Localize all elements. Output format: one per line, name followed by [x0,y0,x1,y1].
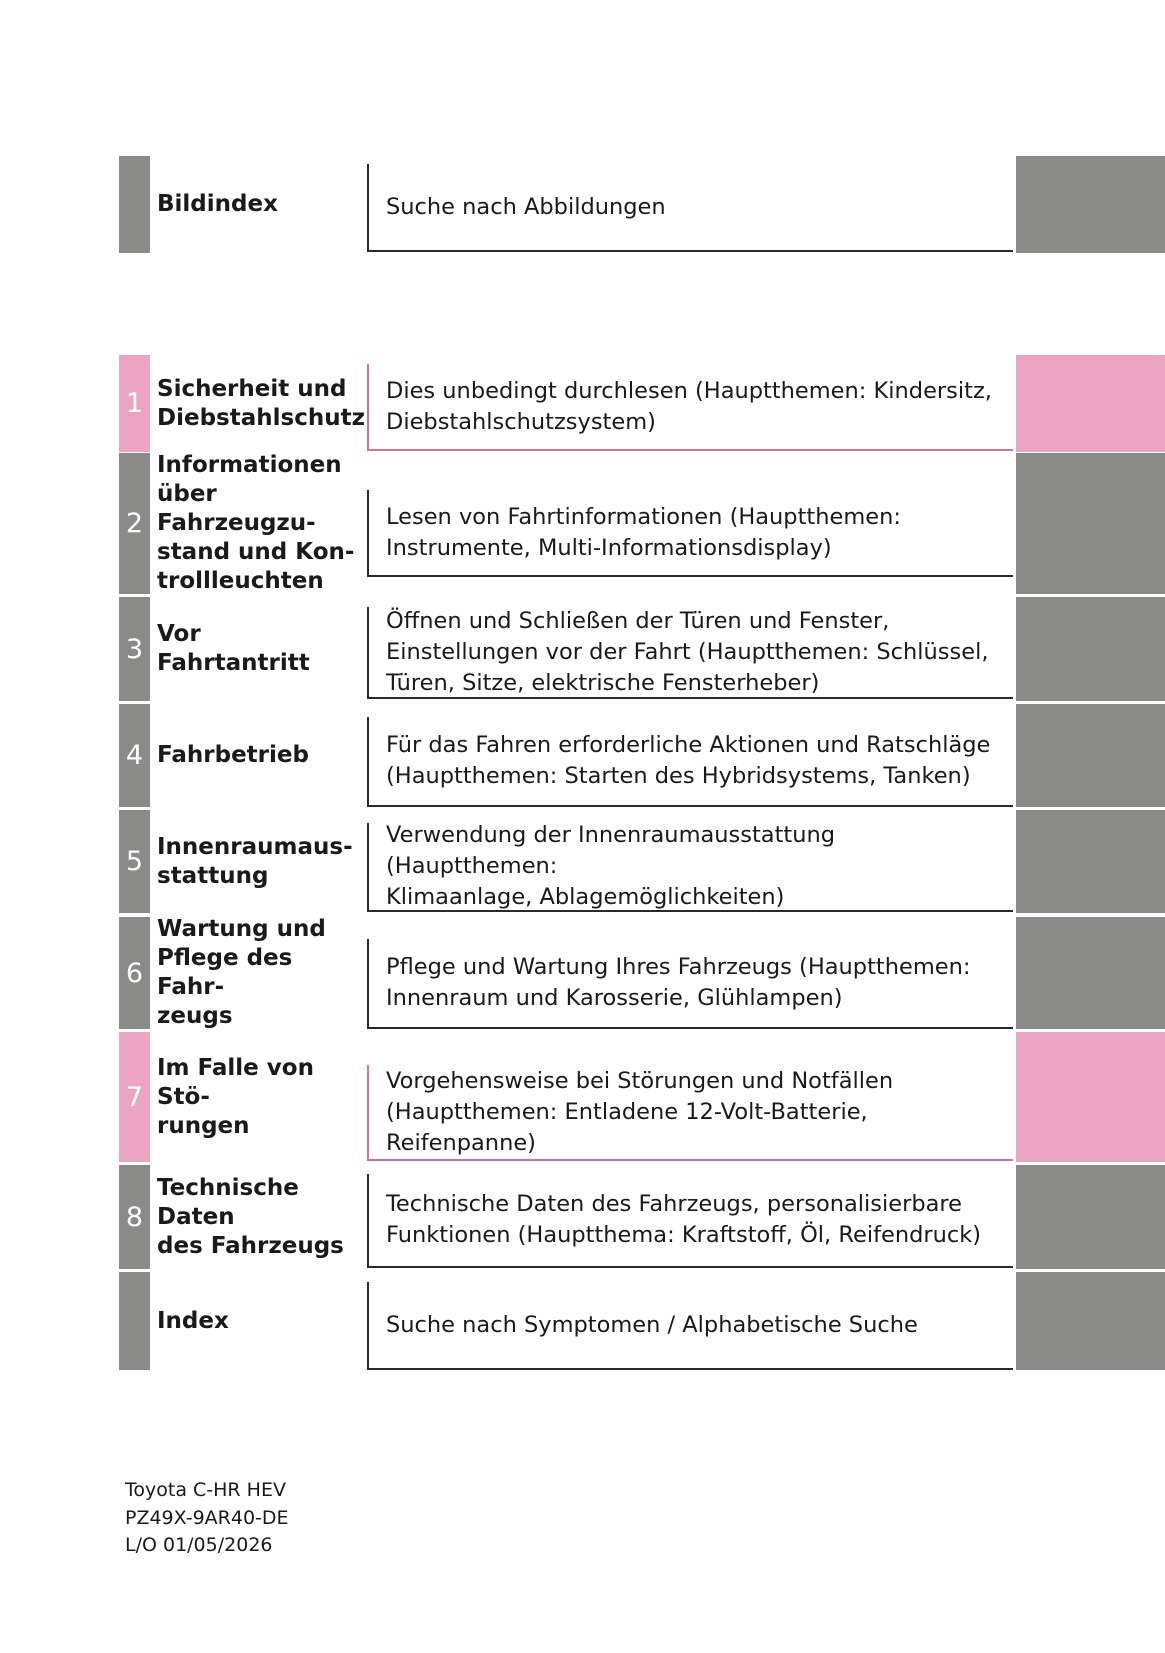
chapter-number [119,1272,150,1370]
chapter-description[interactable]: Öffnen und Schließen der Türen und Fenster, Einstellungen vor der Fahrt (Hauptthemen: Schlüssel, Türen, Sitze, elektrische Fensterheber) [367,607,1013,699]
toc-row[interactable] [0,810,1165,913]
chapter-description[interactable]: Für das Fahren erforderliche Aktionen und Ratschläge (Hauptthemen: Starten des Hybridsystems, Tanken) [367,717,1013,807]
chapter-tab[interactable] [1016,704,1165,807]
document-code: PZ49X-9AR40-DE [125,1506,289,1529]
chapter-title[interactable]: Vor Fahrtantritt [157,621,310,676]
chapter-title[interactable]: Sicherheit und Diebstahlschutz [157,375,365,431]
chapter-tab[interactable] [1016,917,1165,1029]
chapter-title[interactable]: Im Falle von Stö- rungen [157,1054,314,1139]
chapter-description[interactable]: Lesen von Fahrtinformationen (Hauptthemen: Instrumente, Multi-Informationsdisplay) [367,490,1013,577]
vehicle-model: Toyota C-HR HEV [125,1479,286,1501]
chapter-description[interactable]: Dies unbedingt durchlesen (Hauptthemen: Kindersitz, Diebstahlschutzsystem) [367,364,1013,451]
chapter-number: 6 [119,917,150,1029]
chapter-title[interactable]: Innenraumaus- stattung [157,833,353,889]
chapter-tab[interactable] [1016,453,1165,594]
toc-row[interactable] [0,355,1165,452]
chapter-description[interactable]: Vorgehensweise bei Störungen und Notfällen (Hauptthemen: Entladene 12-Volt-Batterie, Reifenpanne) [367,1065,1013,1161]
chapter-title[interactable]: Index [157,1307,229,1334]
chapter-tab[interactable] [1016,810,1165,913]
toc-row[interactable] [0,597,1165,701]
toc-row[interactable] [0,1272,1165,1370]
chapter-number: 7 [119,1032,150,1162]
chapter-description[interactable]: Verwendung der Innenraumausstattung (Hauptthemen: Klimaanlage, Ablagemöglichkeiten) [367,823,1013,912]
chapter-tab[interactable] [1016,355,1165,452]
document-footer [125,1477,289,1560]
chapter-title[interactable]: Fahrbetrieb [157,742,309,768]
chapter-description[interactable]: Suche nach Symptomen / Alphabetische Suche [367,1282,1013,1370]
chapter-tab[interactable] [1016,1272,1165,1370]
chapter-description[interactable]: Pflege und Wartung Ihres Fahrzeugs (Hauptthemen: Innenraum und Karosserie, Glühlampen) [367,939,1013,1029]
toc-row[interactable] [0,1032,1165,1162]
chapter-number [119,156,150,253]
chapter-description[interactable]: Technische Daten des Fahrzeugs, personalisierbare Funktionen (Hauptthema: Kraftstoff, Öl, Reifendruck) [367,1174,1013,1268]
chapter-description[interactable]: Suche nach Abbildungen [367,164,1013,252]
chapter-number: 3 [119,597,150,701]
chapter-number: 5 [119,810,150,913]
chapter-number: 2 [119,453,150,594]
chapter-title[interactable]: Wartung und Pflege des Fahr- zeugs [157,916,326,1029]
chapter-title[interactable]: Technische Daten des Fahrzeugs [157,1174,344,1259]
chapter-number: 8 [119,1165,150,1269]
chapter-tab[interactable] [1016,156,1165,253]
toc-row[interactable] [0,1165,1165,1269]
chapter-title[interactable]: Bildindex [157,191,278,217]
toc-row[interactable] [0,704,1165,807]
chapter-title[interactable]: Informationen über Fahrzeugzu- stand und Kon- trollleuchten [157,452,355,594]
chapter-tab[interactable] [1016,1032,1165,1162]
toc-row[interactable] [0,453,1165,594]
chapter-tab[interactable] [1016,597,1165,701]
chapter-number: 4 [119,704,150,807]
layout-date: L/O 01/05/2026 [125,1534,273,1556]
toc-row[interactable] [0,156,1165,253]
toc-row[interactable] [0,917,1165,1029]
chapter-tab[interactable] [1016,1165,1165,1269]
chapter-number: 1 [119,355,150,452]
